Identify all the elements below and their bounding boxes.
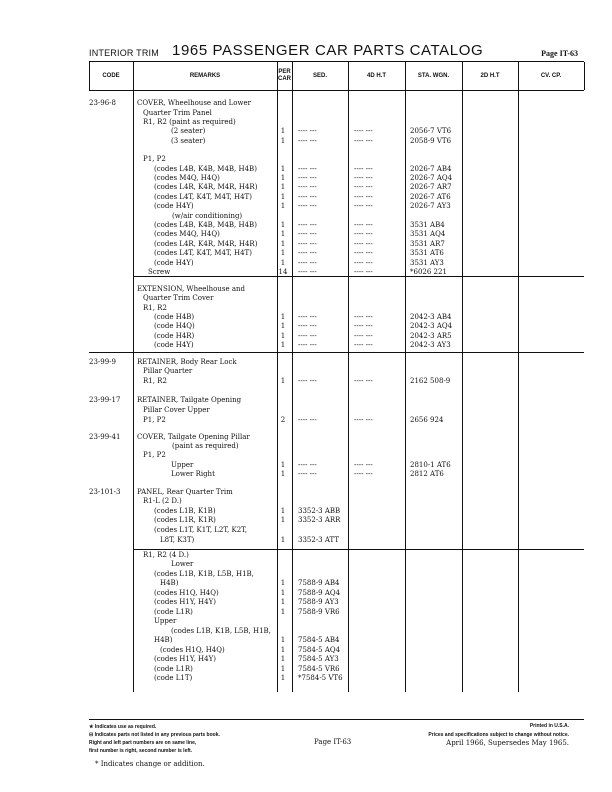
remarks-text: Lower Right bbox=[171, 470, 215, 478]
remarks-text: (codes H1Y, H4Y) bbox=[154, 655, 216, 663]
remarks-text: (codes L4T, K4T, M4T, H4T) bbox=[154, 249, 252, 257]
remarks-text: (code H4R) bbox=[154, 332, 195, 340]
col-per-car-line2: CAR bbox=[278, 76, 291, 82]
sedan-part-number: 7588-9 AY3 bbox=[298, 598, 339, 606]
sedan-part-number: ---- --- bbox=[298, 259, 317, 267]
sta-wgn-part-number: 3531 AT6 bbox=[410, 249, 444, 257]
sta-wgn-part-number: *6026 221 bbox=[410, 268, 447, 276]
sedan-part-number: 7588-9 VR6 bbox=[298, 608, 340, 616]
remarks-text: (code L1R) bbox=[154, 608, 193, 616]
remarks-text: (code H4Y) bbox=[154, 259, 194, 267]
footer-page-number: Page IT-63 bbox=[314, 738, 352, 746]
sta-wgn-part-number: 3531 AR7 bbox=[410, 240, 445, 248]
remarks-text: Lower bbox=[171, 560, 194, 568]
page-title: 1965 PASSENGER CAR PARTS CATALOG bbox=[172, 42, 484, 59]
remarks-text: L8T, K3T) bbox=[160, 536, 195, 544]
per-car-qty: 1 bbox=[280, 461, 286, 469]
rule-sta bbox=[462, 62, 463, 692]
remarks-text: Screw bbox=[148, 268, 171, 276]
ht4d-part-number: ---- --- bbox=[354, 332, 373, 340]
remarks-text: (codes L1B, K1B, L5B, H1B, bbox=[171, 627, 271, 635]
per-car-qty: 1 bbox=[280, 230, 286, 238]
remarks-text: Pillar Cover Upper bbox=[143, 406, 210, 414]
col-sta-wgn: STA. WGN. bbox=[417, 72, 450, 79]
rule-left bbox=[89, 62, 90, 90]
footnote-not-listed: ⊟ Indicates parts not listed in any previous parts book. bbox=[89, 732, 220, 738]
remarks-text: Pillar Quarter bbox=[143, 367, 193, 375]
remarks-text: (code H4Y) bbox=[154, 341, 194, 349]
per-car-qty: 1 bbox=[280, 665, 286, 673]
col-cv-cp: CV. CP. bbox=[540, 72, 562, 79]
sta-wgn-part-number: 2026-7 AQ4 bbox=[410, 174, 453, 182]
per-car-qty: 1 bbox=[280, 598, 286, 606]
col-remarks: REMARKS bbox=[189, 72, 221, 79]
footnote-right-left-2: first number is right, second number is left. bbox=[89, 748, 193, 754]
per-car-qty: 1 bbox=[280, 377, 286, 385]
remarks-text: R1-L (2 D.) bbox=[143, 497, 182, 505]
col-per-car-line1: PER bbox=[278, 69, 291, 75]
per-car-qty: 1 bbox=[280, 341, 286, 349]
ht4d-part-number: ---- --- bbox=[354, 341, 373, 349]
sta-wgn-part-number: 2058-9 VT6 bbox=[410, 137, 452, 145]
column-header-row bbox=[89, 62, 584, 91]
remarks-text: Upper bbox=[171, 461, 194, 469]
remarks-text: P1, P2 bbox=[143, 451, 166, 459]
ht4d-part-number: ---- --- bbox=[354, 221, 373, 229]
remarks-text: (w/air conditioning) bbox=[172, 212, 243, 220]
sedan-part-number: ---- --- bbox=[298, 240, 317, 248]
ht4d-part-number: ---- --- bbox=[354, 322, 373, 330]
col-sedan: SED. bbox=[312, 72, 327, 79]
col-code: CODE bbox=[102, 72, 120, 79]
ht4d-part-number: ---- --- bbox=[354, 230, 373, 238]
remarks-text: (paint as required) bbox=[172, 442, 239, 450]
sedan-part-number: ---- --- bbox=[298, 268, 317, 276]
footnote-right-left-1: Right and left part numbers are on same line, bbox=[89, 740, 197, 746]
remarks-text: (codes M4Q, H4Q) bbox=[154, 174, 220, 182]
sedan-part-number: ---- --- bbox=[298, 322, 317, 330]
per-car-qty: 1 bbox=[280, 674, 286, 682]
per-car-qty: 1 bbox=[280, 165, 286, 173]
remarks-text: (codes L1T, K1T, L2T, K2T, bbox=[154, 526, 248, 534]
remarks-text: (codes M4Q, H4Q) bbox=[154, 230, 220, 238]
remarks-text: H4B) bbox=[160, 579, 179, 587]
sedan-part-number: ---- --- bbox=[298, 221, 317, 229]
sedan-part-number: 7584-5 AQ4 bbox=[298, 646, 341, 654]
remarks-text: RETAINER, Tailgate Opening bbox=[137, 396, 242, 404]
remarks-text: (codes H1Q, H4Q) bbox=[160, 646, 225, 654]
sedan-part-number: 7584-5 AY3 bbox=[298, 655, 339, 663]
sta-wgn-part-number: 2026-7 AB4 bbox=[410, 165, 452, 173]
page-number: Page IT-63 bbox=[541, 49, 578, 58]
sedan-part-number: 7584-5 AB4 bbox=[298, 636, 340, 644]
sedan-part-number: ---- --- bbox=[298, 416, 317, 424]
sta-wgn-part-number: 2042-3 AB4 bbox=[410, 313, 452, 321]
remarks-text: (codes L4T, K4T, M4T, H4T) bbox=[154, 193, 252, 201]
ht4d-part-number: ---- --- bbox=[354, 259, 373, 267]
remarks-text: R1, R2 bbox=[143, 377, 167, 385]
remarks-text: RETAINER, Body Rear Lock bbox=[137, 358, 237, 366]
part-code: 23-99-41 bbox=[89, 433, 121, 441]
per-car-qty: 1 bbox=[280, 183, 286, 191]
sedan-part-number: ---- --- bbox=[298, 137, 317, 145]
remarks-text: PANEL, Rear Quarter Trim bbox=[137, 488, 233, 496]
block-separator bbox=[133, 549, 584, 550]
sedan-part-number: 7588-9 AB4 bbox=[298, 579, 340, 587]
ht4d-part-number: ---- --- bbox=[354, 470, 373, 478]
ht4d-part-number: ---- --- bbox=[354, 137, 373, 145]
sta-wgn-part-number: 2042-3 AQ4 bbox=[410, 322, 453, 330]
per-car-qty: 1 bbox=[280, 221, 286, 229]
remarks-text: (codes L4B, K4B, M4B, H4B) bbox=[154, 221, 257, 229]
sta-wgn-part-number: 2810-1 AT6 bbox=[410, 461, 451, 469]
remarks-text: P1, P2 bbox=[143, 155, 166, 163]
per-car-qty: 1 bbox=[280, 332, 286, 340]
col-per-car bbox=[277, 62, 292, 90]
remarks-text: (codes L4B, K4B, M4B, H4B) bbox=[154, 165, 257, 173]
sedan-part-number: ---- --- bbox=[298, 249, 317, 257]
ht4d-part-number: ---- --- bbox=[354, 268, 373, 276]
rule-code bbox=[133, 62, 134, 692]
per-car-qty: 1 bbox=[280, 646, 286, 654]
per-car-qty: 1 bbox=[280, 202, 286, 210]
rule-2d bbox=[518, 62, 519, 692]
per-car-qty: 1 bbox=[280, 249, 286, 257]
remarks-text: (code H4Q) bbox=[154, 322, 195, 330]
remarks-text: (3 seater) bbox=[171, 137, 206, 145]
ht4d-part-number: ---- --- bbox=[354, 416, 373, 424]
printed-in: Printed in U.S.A. bbox=[529, 723, 569, 729]
remarks-text: (2 seater) bbox=[171, 127, 206, 135]
remarks-text: (codes L1R, K1R) bbox=[154, 516, 216, 524]
footer-rule bbox=[89, 719, 584, 720]
per-car-qty: 1 bbox=[280, 313, 286, 321]
remarks-text: (codes H1Q, H4Q) bbox=[154, 589, 219, 597]
rule-4d bbox=[405, 62, 406, 692]
sedan-part-number: ---- --- bbox=[298, 174, 317, 182]
remarks-text: R1, R2 (paint as required) bbox=[143, 118, 236, 126]
remarks-text: (code L1T) bbox=[154, 674, 193, 682]
sedan-part-number: ---- --- bbox=[298, 202, 317, 210]
ht4d-part-number: ---- --- bbox=[354, 249, 373, 257]
remarks-text: P1, P2 bbox=[143, 416, 166, 424]
sedan-part-number: 7584-5 VR6 bbox=[298, 665, 340, 673]
sta-wgn-part-number: 2162 508-9 bbox=[410, 377, 451, 385]
sedan-part-number: 7588-9 AQ4 bbox=[298, 589, 341, 597]
sedan-part-number: ---- --- bbox=[298, 313, 317, 321]
ht4d-part-number: ---- --- bbox=[354, 377, 373, 385]
sta-wgn-part-number: 3531 AY3 bbox=[410, 259, 444, 267]
per-car-qty: 1 bbox=[280, 536, 286, 544]
sedan-part-number: ---- --- bbox=[298, 377, 317, 385]
remarks-text: (codes L1B, K1B, L5B, H1B, bbox=[154, 570, 254, 578]
per-car-qty: 2 bbox=[280, 416, 286, 424]
sta-wgn-part-number: 2042-3 AR5 bbox=[410, 332, 452, 340]
sta-wgn-part-number: 2042-3 AY3 bbox=[410, 341, 451, 349]
sta-wgn-part-number: 2656 924 bbox=[410, 416, 444, 424]
ht4d-part-number: ---- --- bbox=[354, 240, 373, 248]
sta-wgn-part-number: 2026-7 AR7 bbox=[410, 183, 452, 191]
per-car-qty: 1 bbox=[280, 137, 286, 145]
remarks-text: (codes L4R, K4R, M4R, H4R) bbox=[154, 240, 258, 248]
remarks-text: EXTENSION, Wheelhouse and bbox=[137, 285, 246, 293]
rule-per bbox=[292, 62, 293, 692]
per-car-qty: 1 bbox=[280, 655, 286, 663]
remarks-text: R1, R2 (4 D.) bbox=[143, 551, 189, 559]
sta-wgn-part-number: 2056-7 VT6 bbox=[410, 127, 452, 135]
per-car-qty: 1 bbox=[280, 193, 286, 201]
per-car-qty: 1 bbox=[280, 240, 286, 248]
per-car-qty: 1 bbox=[280, 579, 286, 587]
part-code: 23-99-9 bbox=[89, 358, 116, 366]
part-code: 23-99-17 bbox=[89, 396, 121, 404]
sedan-part-number: 3352-3 ATT bbox=[298, 536, 339, 544]
sta-wgn-part-number: 2026-7 AY3 bbox=[410, 202, 451, 210]
per-car-qty: 1 bbox=[280, 516, 286, 524]
revision-date: April 1966, Supersedes May 1965. bbox=[446, 739, 569, 747]
ht4d-part-number: ---- --- bbox=[354, 202, 373, 210]
ht4d-part-number: ---- --- bbox=[354, 313, 373, 321]
ht4d-part-number: ---- --- bbox=[354, 127, 373, 135]
remarks-text: Quarter Trim Cover bbox=[143, 294, 214, 302]
per-car-qty: 1 bbox=[280, 322, 286, 330]
sta-wgn-part-number: 3531 AB4 bbox=[410, 221, 445, 229]
block-separator bbox=[133, 276, 584, 277]
part-code: 23-96-8 bbox=[89, 99, 116, 107]
remarks-text: (code H4B) bbox=[154, 313, 195, 321]
per-car-qty: 1 bbox=[280, 589, 286, 597]
sedan-part-number: ---- --- bbox=[298, 165, 317, 173]
remarks-text: H4B) bbox=[154, 636, 173, 644]
sedan-part-number: ---- --- bbox=[298, 183, 317, 191]
sedan-part-number: ---- --- bbox=[298, 332, 317, 340]
rule-right bbox=[584, 62, 585, 90]
sedan-part-number: 3352-3 ABB bbox=[298, 507, 341, 515]
col-4d-ht: 4D H.T bbox=[366, 72, 386, 79]
sedan-part-number: ---- --- bbox=[298, 193, 317, 201]
sedan-part-number: *7584-5 VT6 bbox=[298, 674, 343, 682]
remarks-text: (codes L1B, K1B) bbox=[154, 507, 216, 515]
per-car-qty: 14 bbox=[278, 268, 288, 276]
remarks-text: (codes L4R, K4R, M4R, H4R) bbox=[154, 183, 258, 191]
footnote-use-as-required: ★ Indicates use as required. bbox=[89, 724, 157, 730]
sedan-part-number: ---- --- bbox=[298, 470, 317, 478]
sedan-part-number: ---- --- bbox=[298, 127, 317, 135]
prices-notice: Prices and specifications subject to change without notice. bbox=[428, 732, 569, 738]
remarks-text: COVER, Wheelhouse and Lower bbox=[137, 99, 252, 107]
sedan-part-number: 3352-3 ARR bbox=[298, 516, 341, 524]
remarks-text: Quarter Trim Panel bbox=[143, 109, 212, 117]
col-2d-ht: 2D H.T bbox=[480, 72, 500, 79]
per-car-qty: 1 bbox=[280, 470, 286, 478]
part-code: 23-101-3 bbox=[89, 488, 121, 496]
remarks-text: COVER, Tailgate Opening Pillar bbox=[137, 433, 250, 441]
section-label: INTERIOR TRIM bbox=[89, 48, 159, 58]
per-car-qty: 1 bbox=[280, 636, 286, 644]
footnote-change: * Indicates change or addition. bbox=[95, 760, 205, 768]
sta-wgn-part-number: 2026-7 AT6 bbox=[410, 193, 451, 201]
ht4d-part-number: ---- --- bbox=[354, 461, 373, 469]
remarks-text: (code L1R) bbox=[154, 665, 193, 673]
remarks-text: (code H4Y) bbox=[154, 202, 194, 210]
sedan-part-number: ---- --- bbox=[298, 341, 317, 349]
remarks-text: (codes H1Y, H4Y) bbox=[154, 598, 216, 606]
per-car-qty: 1 bbox=[280, 608, 286, 616]
per-car-qty: 1 bbox=[280, 127, 286, 135]
ht4d-part-number: ---- --- bbox=[354, 165, 373, 173]
per-car-qty: 1 bbox=[280, 259, 286, 267]
block-separator bbox=[89, 352, 584, 353]
ht4d-part-number: ---- --- bbox=[354, 193, 373, 201]
sta-wgn-part-number: 3531 AQ4 bbox=[410, 230, 446, 238]
rule-sed bbox=[348, 62, 349, 692]
remarks-text: R1, R2 bbox=[143, 304, 167, 312]
sta-wgn-part-number: 2812 AT6 bbox=[410, 470, 444, 478]
sedan-part-number: ---- --- bbox=[298, 230, 317, 238]
remarks-text: Upper bbox=[154, 617, 177, 625]
ht4d-part-number: ---- --- bbox=[354, 183, 373, 191]
sedan-part-number: ---- --- bbox=[298, 461, 317, 469]
per-car-qty: 1 bbox=[280, 507, 286, 515]
per-car-qty: 1 bbox=[280, 174, 286, 182]
ht4d-part-number: ---- --- bbox=[354, 174, 373, 182]
